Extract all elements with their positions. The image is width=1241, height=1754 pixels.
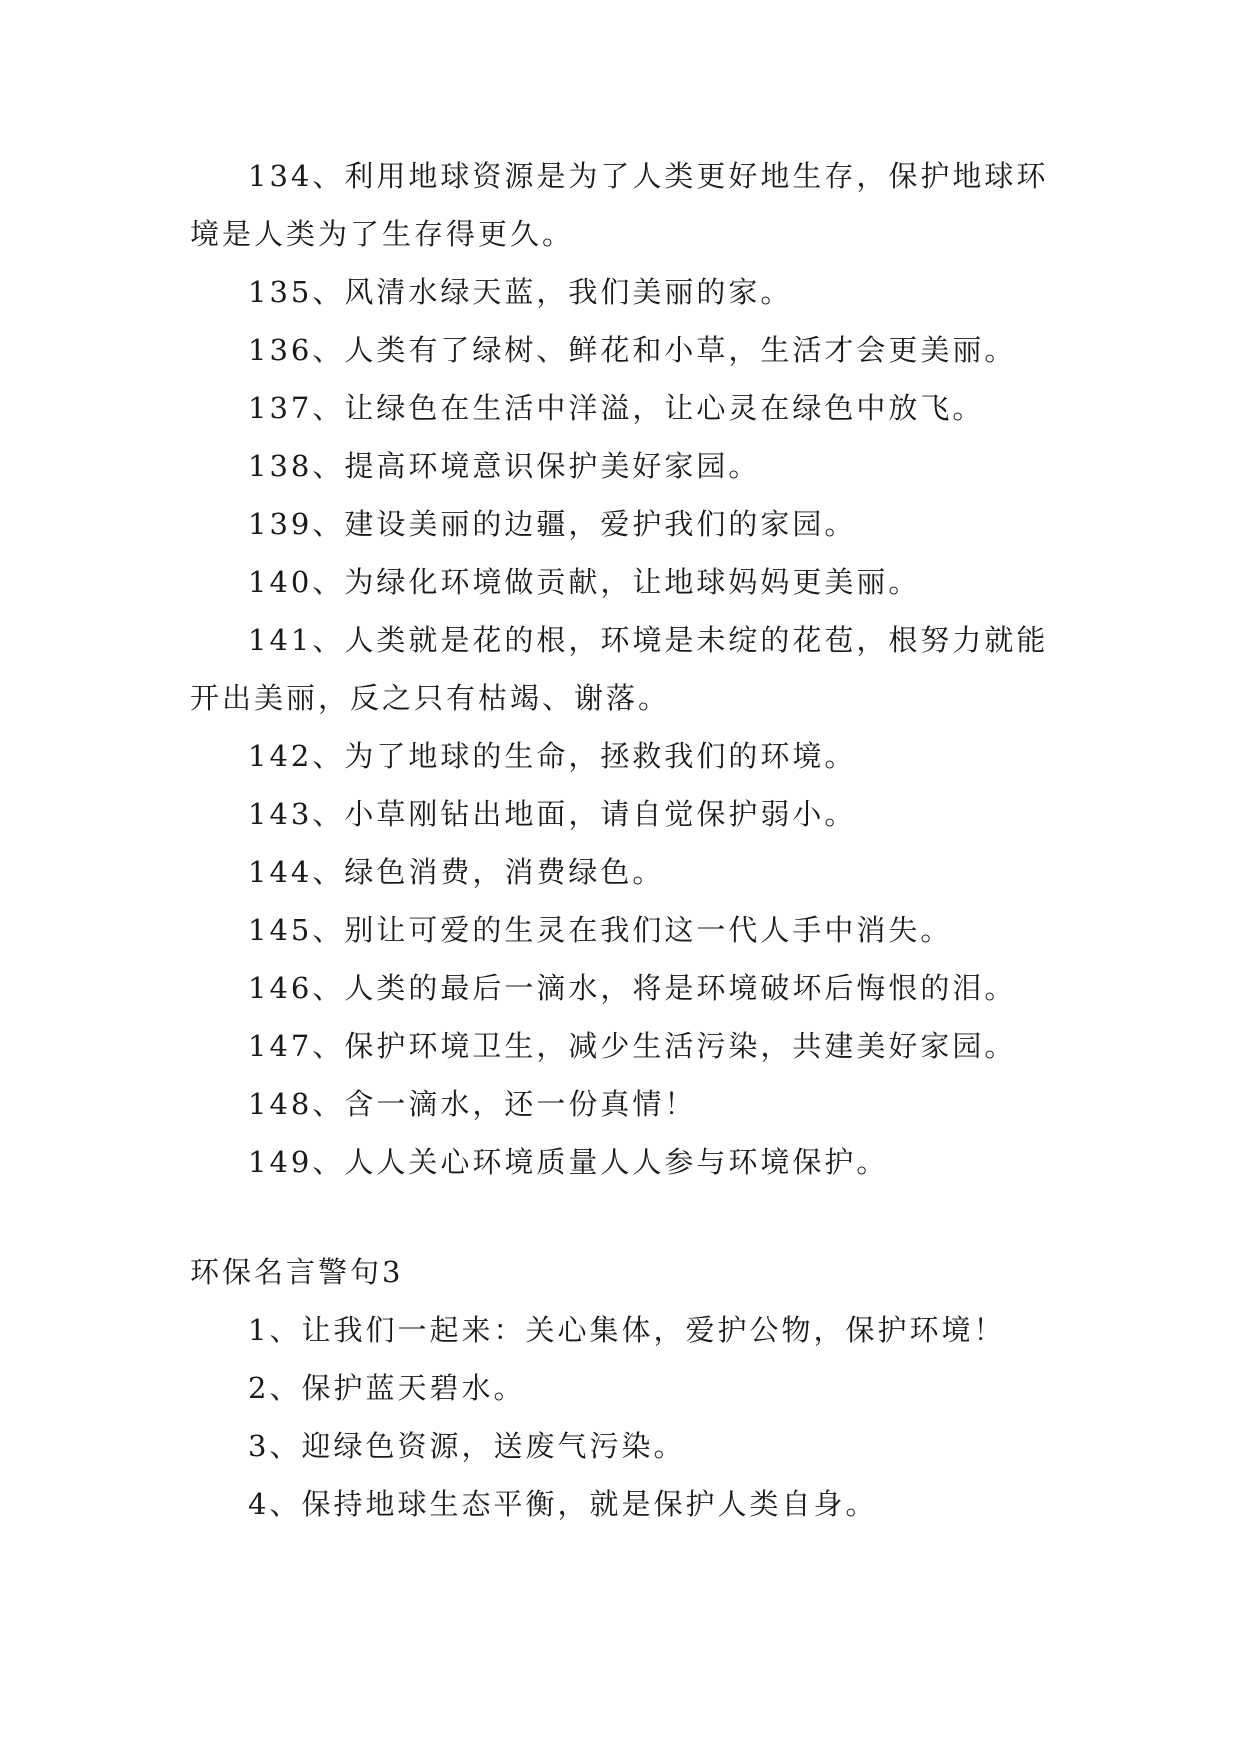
quote-140: 140、为绿化环境做贡献，让地球妈妈更美丽。 <box>248 565 921 599</box>
quote-141: 141、人类就是花的根，环境是未绽的花苞，根努力就能开出美丽，反之只有枯竭、谢落。 <box>190 623 1049 715</box>
quote-1: 1、让我们一起来：关心集体，爱护公物，保护环境！ <box>248 1313 1006 1347</box>
quote-2: 2、保护蓝天碧水。 <box>248 1371 526 1405</box>
quote-136: 136、人类有了绿树、鲜花和小草，生活才会更美丽。 <box>248 333 1017 367</box>
quote-144: 144、绿色消费，消费绿色。 <box>248 855 665 889</box>
quote-145: 145、别让可爱的生灵在我们这一代人手中消失。 <box>248 913 953 947</box>
quote-list-2 <box>190 1243 1050 1533</box>
quote-134: 134、利用地球资源是为了人类更好地生存，保护地球环境是人类为了生存得更久。 <box>190 159 1049 251</box>
quote-list-1 <box>190 147 1050 1191</box>
quote-149: 149、人人关心环境质量人人参与环境保护。 <box>248 1145 889 1179</box>
quote-135: 135、风清水绿天蓝，我们美丽的家。 <box>248 275 793 309</box>
section-heading: 环保名言警句3 <box>190 1255 404 1289</box>
quote-143: 143、小草刚钻出地面，请自觉保护弱小。 <box>248 797 857 831</box>
quote-4: 4、保持地球生态平衡，就是保护人类自身。 <box>248 1487 878 1521</box>
quote-139: 139、建设美丽的边疆，爱护我们的家园。 <box>248 507 857 541</box>
quote-142: 142、为了地球的生命，拯救我们的环境。 <box>248 739 857 773</box>
quote-147: 147、保护环境卫生，减少生活污染，共建美好家园。 <box>248 1029 1017 1063</box>
quote-148: 148、含一滴水，还一份真情！ <box>248 1087 697 1121</box>
quote-137: 137、让绿色在生活中洋溢，让心灵在绿色中放飞。 <box>248 391 985 425</box>
quote-3: 3、迎绿色资源，送废气污染。 <box>248 1429 686 1463</box>
quote-138: 138、提高环境意识保护美好家园。 <box>248 449 761 483</box>
quote-146: 146、人类的最后一滴水，将是环境破坏后悔恨的泪。 <box>248 971 1017 1005</box>
